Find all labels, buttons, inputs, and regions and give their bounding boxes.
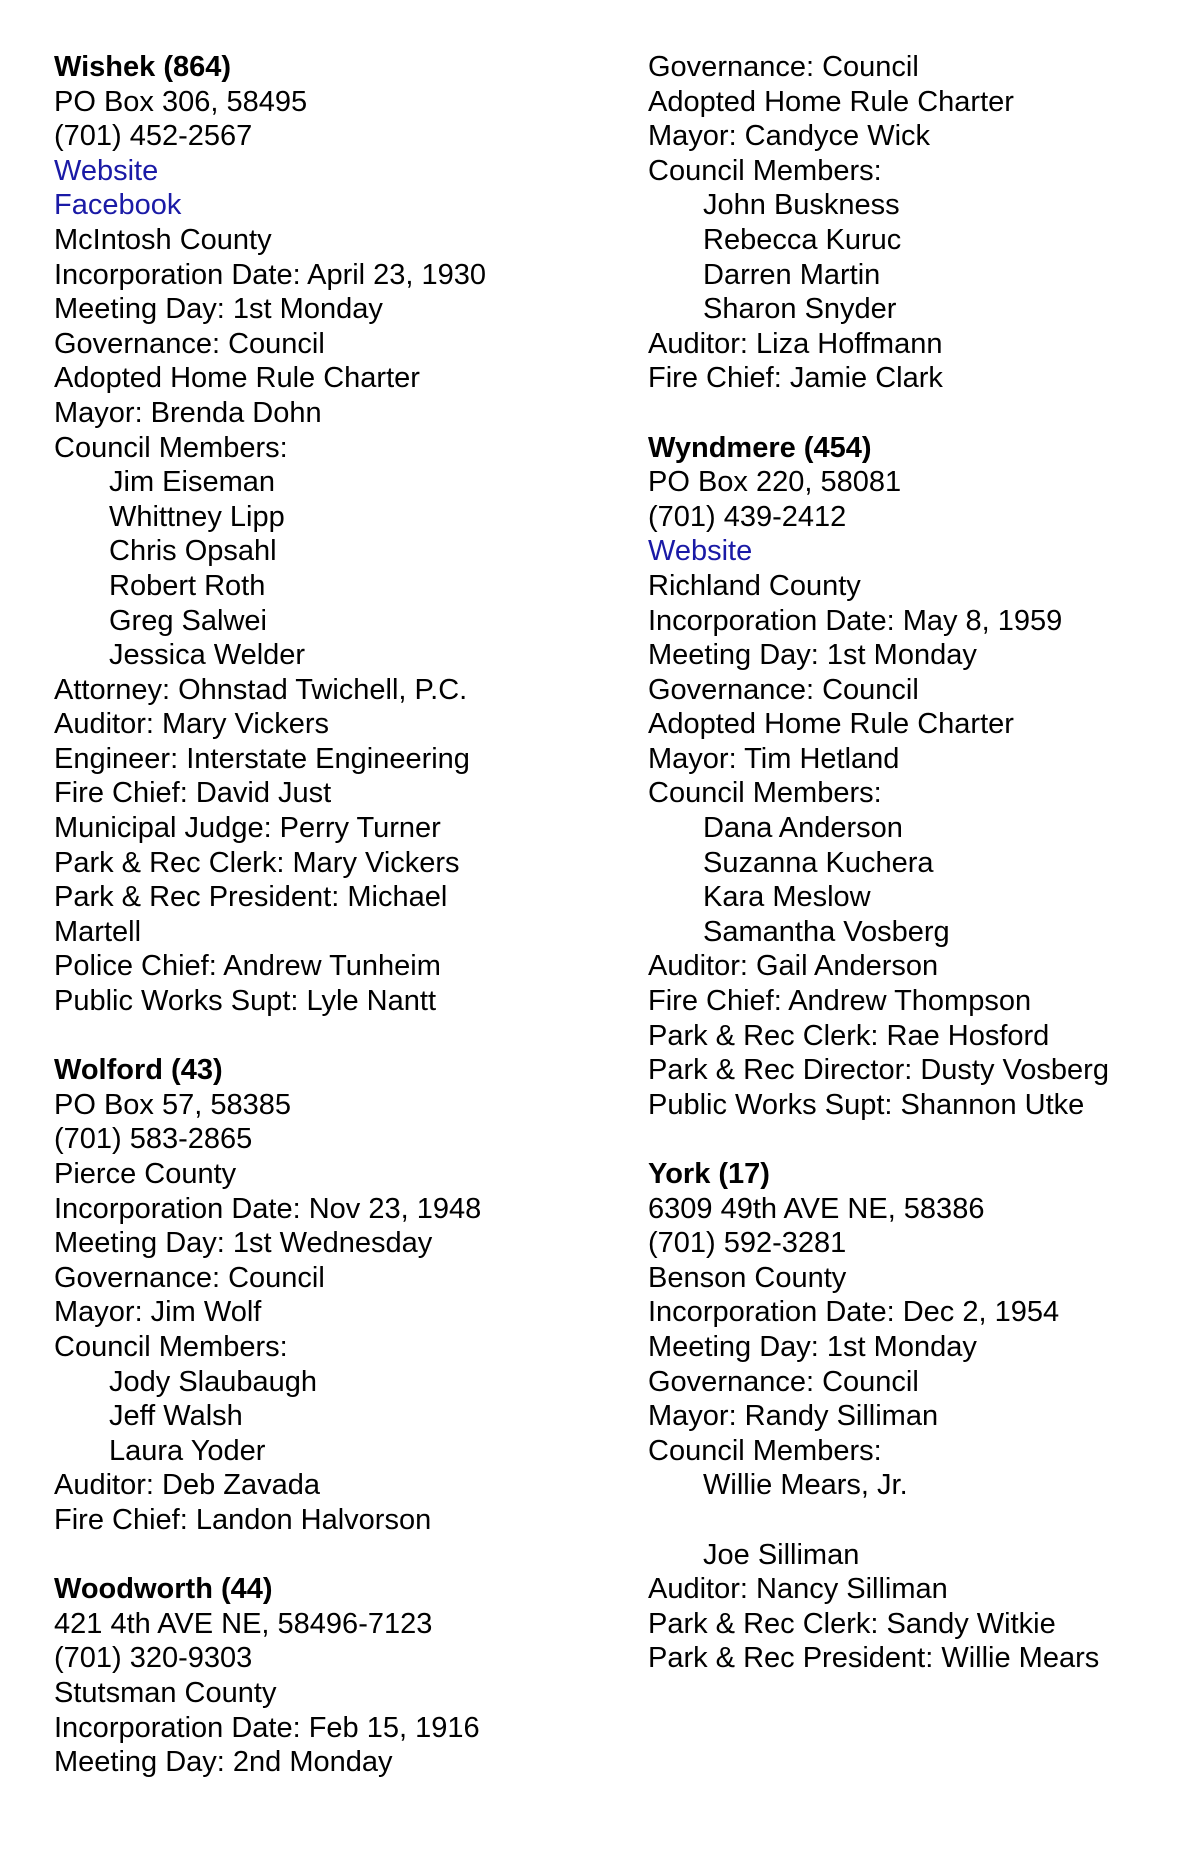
- police-chief: Police Chief: Andrew Tunheim: [54, 950, 441, 983]
- city-entry-wishek: [54, 50, 614, 1019]
- council-member: Darren Martin: [703, 258, 881, 291]
- facebook-link[interactable]: Facebook: [54, 189, 182, 222]
- fire-chief: Fire Chief: Andrew Thompson: [648, 985, 1032, 1018]
- park-rec-president-cont: Martell: [54, 915, 142, 948]
- website-link[interactable]: Website: [54, 154, 159, 187]
- city-title: Wishek (864): [54, 51, 232, 83]
- municipal-judge: Municipal Judge: Perry Turner: [54, 812, 441, 845]
- fire-chief: Fire Chief: Landon Halvorson: [54, 1503, 432, 1536]
- council-label: Council Members:: [648, 1434, 882, 1467]
- council-member: Jim Eiseman: [109, 466, 275, 499]
- mayor: Mayor: Randy Silliman: [648, 1400, 939, 1433]
- park-rec-president: Park & Rec President: Willie Mears: [648, 1642, 1100, 1675]
- city-title: Woodworth (44): [54, 1573, 273, 1606]
- city-title: York (17): [648, 1158, 770, 1190]
- council-member: Robert Roth: [109, 569, 266, 602]
- council-label: Council Members:: [648, 777, 882, 810]
- address: PO Box 306, 58495: [54, 85, 308, 118]
- city-title: Wolford (43): [54, 1054, 223, 1087]
- council-member: Kara Meslow: [703, 881, 871, 914]
- meeting-day: Meeting Day: 1st Monday: [648, 1330, 977, 1363]
- governance: Governance: Council: [54, 327, 325, 360]
- auditor: Auditor: Nancy Silliman: [648, 1573, 948, 1606]
- park-rec-clerk: Park & Rec Clerk: Sandy Witkie: [648, 1607, 1056, 1640]
- charter: Adopted Home Rule Charter: [648, 85, 1014, 118]
- phone: (701) 592-3281: [648, 1227, 847, 1260]
- council-label: Council Members:: [54, 431, 288, 464]
- park-rec-director: Park & Rec Director: Dusty Vosberg: [648, 1054, 1109, 1087]
- phone: (701) 452-2567: [54, 120, 253, 153]
- council-label: Council Members:: [648, 154, 882, 187]
- incorporation-date: Incorporation Date: April 23, 1930: [54, 258, 487, 291]
- meeting-day: Meeting Day: 2nd Monday: [54, 1746, 393, 1779]
- council-member: Dana Anderson: [703, 812, 903, 845]
- public-works-supt: Public Works Supt: Shannon Utke: [648, 1088, 1085, 1121]
- council-member: Jessica Welder: [109, 639, 306, 672]
- council-member: Laura Yoder: [109, 1434, 266, 1467]
- council-member: John Buskness: [703, 189, 900, 222]
- governance: Governance: Council: [648, 1365, 919, 1398]
- council-member: Willie Mears, Jr.: [703, 1469, 908, 1502]
- charter: Adopted Home Rule Charter: [648, 708, 1014, 741]
- address: 421 4th AVE NE, 58496-7123: [54, 1607, 433, 1640]
- council-member: Jeff Walsh: [109, 1400, 243, 1433]
- public-works-supt: Public Works Supt: Lyle Nantt: [54, 985, 436, 1018]
- park-rec-clerk: Park & Rec Clerk: Rae Hosford: [648, 1019, 1050, 1052]
- mayor: Mayor: Jim Wolf: [54, 1296, 262, 1329]
- auditor: Auditor: Liza Hoffmann: [648, 327, 943, 360]
- council-member: Sharon Snyder: [703, 293, 897, 326]
- incorporation-date: Incorporation Date: May 8, 1959: [648, 604, 1063, 637]
- fire-chief: Fire Chief: Jamie Clark: [648, 362, 943, 395]
- meeting-day: Meeting Day: 1st Wednesday: [54, 1227, 433, 1260]
- address: PO Box 57, 58385: [54, 1088, 291, 1121]
- mayor: Mayor: Tim Hetland: [648, 742, 900, 775]
- county: Pierce County: [54, 1158, 237, 1190]
- address: 6309 49th AVE NE, 58386: [648, 1192, 985, 1225]
- county: Richland County: [648, 569, 861, 602]
- phone: (701) 583-2865: [54, 1123, 253, 1156]
- city-entry-york: [648, 1157, 1200, 1676]
- mayor: Mayor: Brenda Dohn: [54, 396, 322, 429]
- council-member: Greg Salwei: [109, 604, 267, 637]
- meeting-day: Meeting Day: 1st Monday: [648, 639, 977, 672]
- auditor: Auditor: Deb Zavada: [54, 1469, 320, 1502]
- right-column: [648, 50, 1200, 1676]
- blank-line: [648, 1503, 1200, 1538]
- county: Benson County: [648, 1261, 847, 1294]
- left-column: [54, 50, 614, 1780]
- park-rec-president: Park & Rec President: Michael: [54, 881, 448, 914]
- attorney: Attorney: Ohnstad Twichell, P.C.: [54, 673, 468, 706]
- fire-chief: Fire Chief: David Just: [54, 777, 332, 810]
- incorporation-date: Incorporation Date: Dec 2, 1954: [648, 1296, 1060, 1329]
- park-rec-clerk: Park & Rec Clerk: Mary Vickers: [54, 846, 460, 879]
- council-member: Samantha Vosberg: [703, 915, 950, 948]
- council-member: Chris Opsahl: [109, 535, 277, 568]
- phone: (701) 439-2412: [648, 500, 847, 533]
- governance: Governance: Council: [648, 673, 919, 706]
- county: Stutsman County: [54, 1676, 277, 1709]
- city-entry-woodworth-continued: [648, 50, 1200, 396]
- website-link[interactable]: Website: [648, 535, 753, 568]
- council-member: Jody Slaubaugh: [109, 1365, 317, 1398]
- charter: Adopted Home Rule Charter: [54, 362, 420, 395]
- engineer: Engineer: Interstate Engineering: [54, 742, 470, 775]
- mayor: Mayor: Candyce Wick: [648, 120, 931, 153]
- address: PO Box 220, 58081: [648, 466, 902, 499]
- city-entry-woodworth: [54, 1572, 614, 1780]
- council-member: Suzanna Kuchera: [703, 846, 934, 879]
- incorporation-date: Incorporation Date: Nov 23, 1948: [54, 1192, 482, 1225]
- governance: Governance: Council: [54, 1261, 325, 1294]
- auditor: Auditor: Gail Anderson: [648, 950, 939, 983]
- county: McIntosh County: [54, 223, 272, 256]
- auditor: Auditor: Mary Vickers: [54, 708, 330, 741]
- council-member: Rebecca Kuruc: [703, 223, 902, 256]
- council-member: Whittney Lipp: [109, 500, 285, 533]
- city-entry-wyndmere: [648, 431, 1200, 1123]
- city-title: Wyndmere (454): [648, 431, 872, 464]
- governance: Governance: Council: [648, 51, 919, 83]
- meeting-day: Meeting Day: 1st Monday: [54, 293, 383, 326]
- council-label: Council Members:: [54, 1330, 288, 1363]
- incorporation-date: Incorporation Date: Feb 15, 1916: [54, 1711, 480, 1744]
- council-member: Joe Silliman: [703, 1538, 860, 1571]
- city-entry-wolford: [54, 1053, 614, 1537]
- phone: (701) 320-9303: [54, 1642, 253, 1675]
